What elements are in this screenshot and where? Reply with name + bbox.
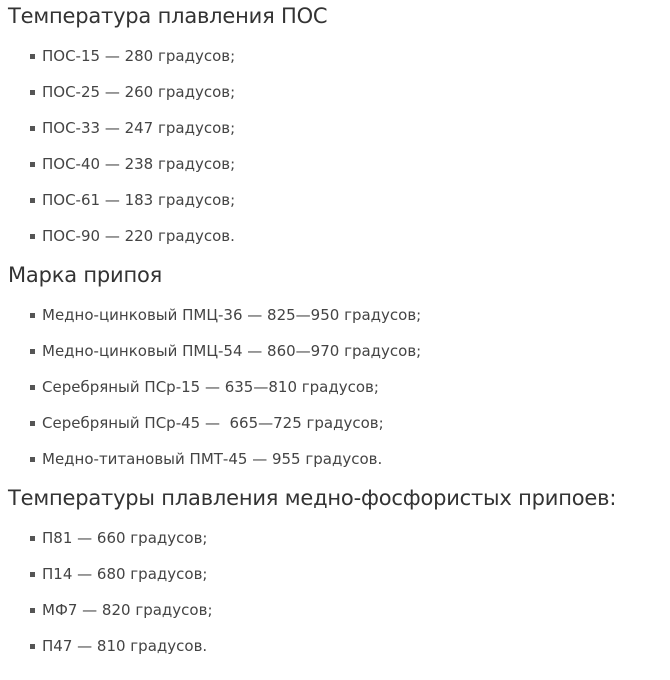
bullet-icon — [30, 608, 35, 613]
list-item: МФ7 — 820 градусов; — [28, 592, 670, 628]
list-item: ПОС-40 — 238 градусов; — [28, 146, 670, 182]
bullet-icon — [30, 198, 35, 203]
bullet-icon — [30, 313, 35, 318]
bullet-icon — [30, 421, 35, 426]
section-heading: Марка припоя — [8, 263, 163, 287]
list-item: П81 — 660 градусов; — [28, 520, 670, 556]
list-item: Медно-цинковый ПМЦ-54 — 860—970 градусов; — [28, 333, 670, 369]
list — [8, 38, 670, 254]
list — [8, 520, 670, 664]
list-item: ПОС-90 — 220 градусов. — [28, 218, 670, 254]
bullet-icon — [30, 572, 35, 577]
bullet-icon — [30, 385, 35, 390]
bullet-icon — [30, 234, 35, 239]
list — [8, 297, 670, 477]
bullet-icon — [30, 54, 35, 59]
list-item: Медно-титановый ПМТ-45 — 955 градусов. — [28, 441, 670, 477]
bullet-icon — [30, 90, 35, 95]
list-item: П14 — 680 градусов; — [28, 556, 670, 592]
bullet-icon — [30, 126, 35, 131]
bullet-icon — [30, 349, 35, 354]
list-item: ПОС-15 — 280 градусов; — [28, 38, 670, 74]
bullet-icon — [30, 457, 35, 462]
list-item: ПОС-25 — 260 градусов; — [28, 74, 670, 110]
bullet-icon — [30, 536, 35, 541]
bullet-icon — [30, 162, 35, 167]
list-item: ПОС-61 — 183 градусов; — [28, 182, 670, 218]
list-item: Медно-цинковый ПМЦ-36 — 825—950 градусов; — [28, 297, 670, 333]
list-item: ПОС-33 — 247 градусов; — [28, 110, 670, 146]
list-item: П47 — 810 градусов. — [28, 628, 670, 664]
bullet-icon — [30, 644, 35, 649]
section-heading: Температура плавления ПОС — [8, 4, 328, 28]
list-item: Серебряный ПСр-15 — 635—810 градусов; — [28, 369, 670, 405]
list-item: Серебряный ПСр-45 — 665—725 градусов; — [28, 405, 670, 441]
section-heading: Температуры плавления медно-фосфористых припоев: — [8, 486, 617, 510]
